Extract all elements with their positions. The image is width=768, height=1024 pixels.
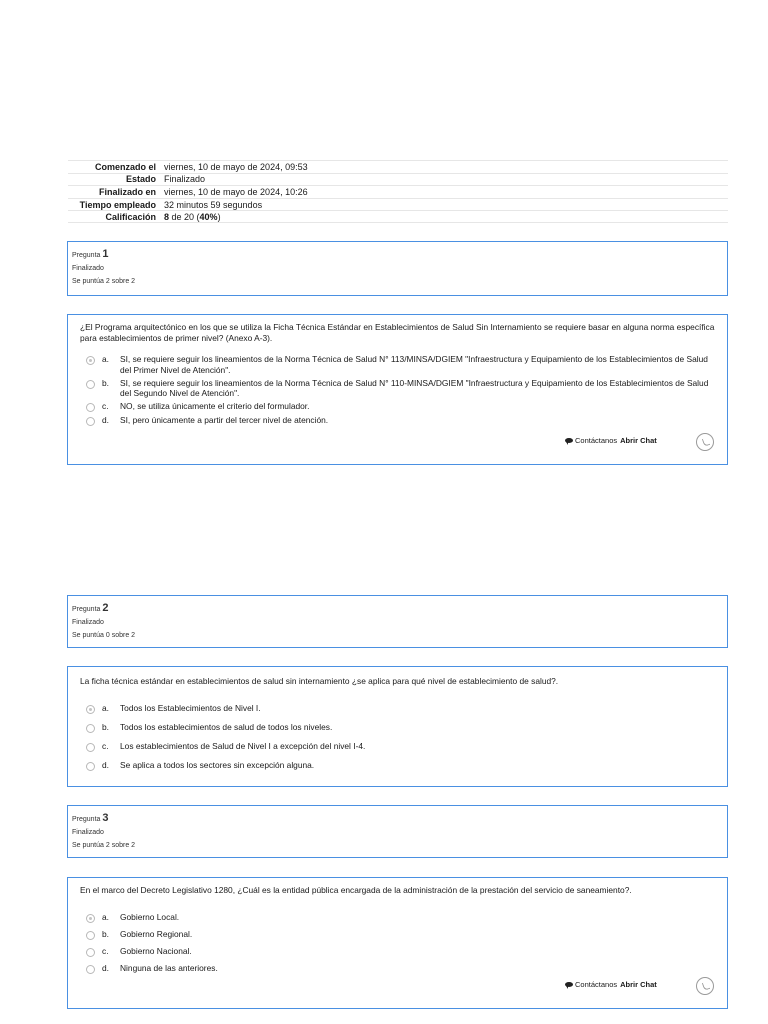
summary-value: Finalizado <box>164 174 206 185</box>
question-header <box>72 812 723 826</box>
answer-option-a[interactable] <box>80 703 715 714</box>
radio-icon[interactable] <box>86 403 95 412</box>
option-letter: b. <box>102 929 109 939</box>
whatsapp-icon[interactable] <box>696 977 714 995</box>
option-letter: c. <box>102 401 109 411</box>
radio-icon[interactable] <box>86 965 95 974</box>
option-text: SI, pero únicamente a partir del tercer nivel de atención. <box>120 414 329 425</box>
answer-option-d[interactable] <box>80 415 715 426</box>
question-number: 3 <box>102 812 109 824</box>
summary-row-state <box>68 173 728 186</box>
question-2-info <box>67 595 728 648</box>
answer-option-d[interactable] <box>80 963 715 974</box>
summary-value-grade <box>164 212 728 222</box>
question-score: Se puntúa 2 sobre 2 <box>72 842 136 849</box>
radio-icon[interactable] <box>86 743 95 752</box>
question-score: Se puntúa 2 sobre 2 <box>72 278 136 285</box>
question-header <box>72 248 723 262</box>
option-letter: d. <box>102 963 109 973</box>
summary-label: Estado <box>125 174 156 185</box>
answer-option-a[interactable] <box>80 912 715 923</box>
answer-option-c[interactable] <box>80 946 715 957</box>
whatsapp-icon[interactable] <box>696 433 714 451</box>
option-letter: a. <box>102 703 109 713</box>
option-text: Gobierno Regional. <box>120 929 193 939</box>
option-text: Todos los Establecimientos de Nivel I. <box>120 703 261 713</box>
chat-widget[interactable] <box>565 436 657 445</box>
summary-row-finished <box>68 185 728 198</box>
question-state: Finalizado <box>72 829 104 836</box>
question-header <box>72 602 723 616</box>
option-letter: a. <box>102 354 109 364</box>
option-letter: a. <box>102 912 109 922</box>
option-text: Gobierno Nacional. <box>120 946 192 956</box>
option-text: Gobierno Local. <box>120 912 180 922</box>
chat-contact-label: Contáctanos <box>575 980 618 989</box>
option-letter: c. <box>102 946 109 956</box>
answer-option-b[interactable] <box>80 722 715 733</box>
summary-value: viernes, 10 de mayo de 2024, 09:53 <box>164 161 308 172</box>
option-letter: d. <box>102 414 109 425</box>
question-label: Pregunta <box>72 816 101 823</box>
open-chat-link[interactable]: Abrir Chat <box>620 436 657 445</box>
chat-bubble-icon <box>565 438 573 443</box>
answer-option-c[interactable] <box>80 401 715 412</box>
summary-label: Calificación <box>105 211 156 222</box>
radio-icon[interactable] <box>86 914 95 923</box>
option-letter: b. <box>102 722 109 732</box>
option-letter: b. <box>102 377 109 388</box>
option-text: SI, se requiere seguir los lineamientos de la Norma Técnica de Salud N° 113/MINSA/DGIEM "Infraestructura y Equipamiento de los Establecimientos de Salud del Primer Nivel de Atención". <box>120 354 708 375</box>
option-letter: d. <box>102 760 109 770</box>
option-text: NO, se utiliza únicamente el criterio del formulador. <box>120 401 310 411</box>
chat-widget[interactable] <box>565 980 657 989</box>
grade-percent: 40% <box>199 211 218 222</box>
radio-icon[interactable] <box>86 948 95 957</box>
question-number: 2 <box>102 602 109 614</box>
question-score: Se puntúa 0 sobre 2 <box>72 632 136 639</box>
question-1-info <box>67 241 728 296</box>
radio-icon[interactable] <box>86 417 95 426</box>
option-text: Se aplica a todos los sectores sin excepción alguna. <box>120 760 315 770</box>
question-text: ¿El Programa arquitectónico en los que se utiliza la Ficha Técnica Estándar en Establecimientos de Salud Sin Internamiento se requiere basar en alguna norma específica para establecimientos de primer nivel? (Anexo A-3). <box>80 322 715 343</box>
answer-option-d[interactable] <box>80 760 715 771</box>
summary-value: 32 minutos 59 segundos <box>164 199 263 210</box>
radio-icon[interactable] <box>86 762 95 771</box>
answer-option-b[interactable] <box>80 929 715 940</box>
summary-label: Comenzado el <box>94 161 156 172</box>
grade-close: ) <box>217 211 221 222</box>
question-label: Pregunta <box>72 252 101 259</box>
option-text: Ninguna de las anteriores. <box>120 963 218 973</box>
option-letter: c. <box>102 741 109 751</box>
summary-label: Tiempo empleado <box>79 199 156 210</box>
question-number: 1 <box>102 248 109 260</box>
answer-option-b[interactable] <box>80 378 715 399</box>
grade-total: de 20 ( <box>169 211 200 222</box>
question-state: Finalizado <box>72 619 104 626</box>
answer-option-c[interactable] <box>80 741 715 752</box>
question-text: La ficha técnica estándar en establecimientos de salud sin internamiento ¿se aplica para qué nivel de establecimiento de salud?. <box>80 676 559 686</box>
radio-icon[interactable] <box>86 705 95 714</box>
summary-row-started <box>68 160 728 173</box>
summary-row-time <box>68 198 728 211</box>
radio-icon[interactable] <box>86 931 95 940</box>
question-3-info <box>67 805 728 858</box>
question-label: Pregunta <box>72 606 101 613</box>
summary-label: Finalizado en <box>98 186 156 197</box>
summary-value: viernes, 10 de mayo de 2024, 10:26 <box>164 186 308 197</box>
option-text: SI, se requiere seguir los lineamientos de la Norma Técnica de Salud N° 110-MINSA/DGIEM "Infraestructura y Equipamiento de los Establecimientos de Salud del Segundo Nivel de Atención". <box>120 377 709 398</box>
option-text: Los establecimientos de Salud de Nivel I a excepción del nivel I-4. <box>120 741 366 751</box>
chat-contact-label: Contáctanos <box>575 436 618 445</box>
question-text: En el marco del Decreto Legislativo 1280, ¿Cuál es la entidad pública encargada de la administración de la prestación del servicio de saneamiento?. <box>80 885 632 895</box>
radio-icon[interactable] <box>86 724 95 733</box>
radio-icon[interactable] <box>86 356 95 365</box>
question-state: Finalizado <box>72 265 104 272</box>
attempt-summary <box>68 160 728 223</box>
question-3-content <box>67 877 728 1009</box>
radio-icon[interactable] <box>86 380 95 389</box>
summary-row-grade <box>68 210 728 223</box>
answer-option-a[interactable] <box>80 354 715 375</box>
question-2-content <box>67 666 728 787</box>
chat-bubble-icon <box>565 982 573 987</box>
option-text: Todos los establecimientos de salud de todos los niveles. <box>120 722 333 732</box>
open-chat-link[interactable]: Abrir Chat <box>620 980 657 989</box>
grade-score: 8 <box>164 211 170 222</box>
